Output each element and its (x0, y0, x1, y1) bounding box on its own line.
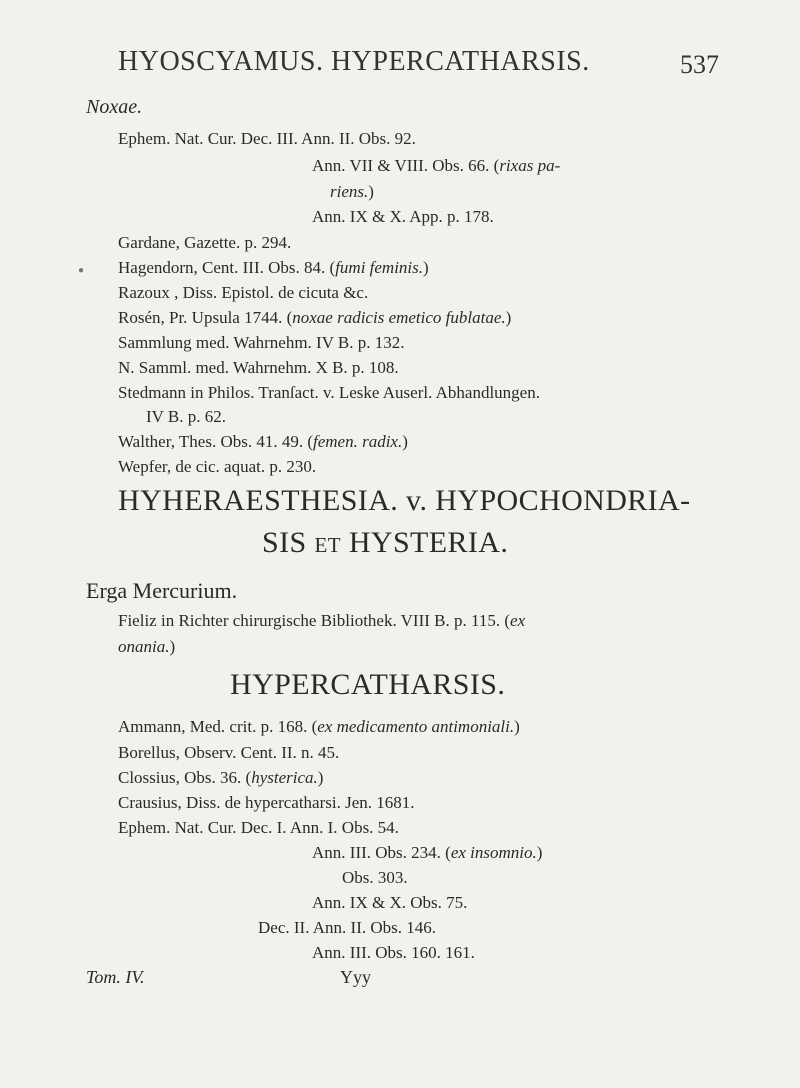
heading-hypercatharsis: HYPERCATHARSIS. (230, 668, 506, 701)
citation-line: Fieliz in Richter chirurgische Bibliothek. VIII B. p. 115. (ex (118, 611, 526, 630)
citation-line: Ann. IX & X. App. p. 178. (312, 207, 494, 226)
citation-line: Gardane, Gazette. p. 294. (118, 233, 292, 252)
citation-line: Ann. III. Obs. 160. 161. (312, 943, 475, 962)
citation-line: Razoux , Diss. Epistol. de cicuta &c. (118, 283, 369, 302)
citation-line: Wepfer, de cic. aquat. p. 230. (118, 457, 317, 476)
citation-line: Clossius, Obs. 36. (hysterica.) (118, 768, 324, 787)
citation-line: IV B. p. 62. (146, 407, 226, 426)
citation-line: Rosén, Pr. Upsula 1744. (noxae radicis emetico fublatae.) (118, 308, 512, 327)
citation-line: Hagendorn, Cent. III. Obs. 84. (fumi feminis.) (118, 258, 429, 277)
citation-line: Stedmann in Philos. Tranſact. v. Leske Auserl. Abhandlungen. (118, 383, 540, 402)
section-title-mercurium: Erga Mercurium. (86, 578, 238, 603)
citation-line: Crausius, Diss. de hypercatharsi. Jen. 1681. (118, 793, 415, 812)
volume-mark: Tom. IV. (86, 967, 145, 987)
running-head: HYOSCYAMUS. HYPERCATHARSIS. (118, 46, 590, 77)
citation-line: Ephem. Nat. Cur. Dec. III. Ann. II. Obs. 92. (118, 129, 416, 148)
citation-line: riens.) (330, 182, 374, 201)
page-number: 537 (680, 50, 719, 79)
citation-line: Ann. VII & VIII. Obs. 66. (rixas pa- (312, 156, 561, 175)
citation-line: Ammann, Med. crit. p. 168. (ex medicamento antimoniali.) (118, 717, 520, 736)
citation-line: Ann. III. Obs. 234. (ex insomnio.) (312, 843, 543, 862)
citation-line: N. Samml. med. Wahrnehm. X B. p. 108. (118, 358, 399, 377)
citation-line: Borellus, Observ. Cent. II. n. 45. (118, 743, 340, 762)
citation-line: Obs. 303. (342, 868, 408, 887)
heading-hyperaesthesia-line2: SIS ET HYSTERIA. (262, 526, 509, 559)
heading-hyperaesthesia: HYHERAESTHESIA. v. HYPOCHONDRIA- (118, 484, 691, 517)
citation-line: Sammlung med. Wahrnehm. IV B. p. 132. (118, 333, 405, 352)
bullet-mark: ● (78, 265, 85, 276)
citation-line: Ephem. Nat. Cur. Dec. I. Ann. I. Obs. 54. (118, 818, 399, 837)
signature-mark: Yyy (340, 967, 371, 987)
citation-line: Ann. IX & X. Obs. 75. (312, 893, 468, 912)
citation-line: Walther, Thes. Obs. 41. 49. (femen. radix.) (118, 432, 408, 451)
citation-line: Dec. II. Ann. II. Obs. 146. (258, 918, 436, 937)
citation-line: onania.) (118, 637, 176, 656)
section-title-noxae: Noxae. (86, 96, 143, 118)
